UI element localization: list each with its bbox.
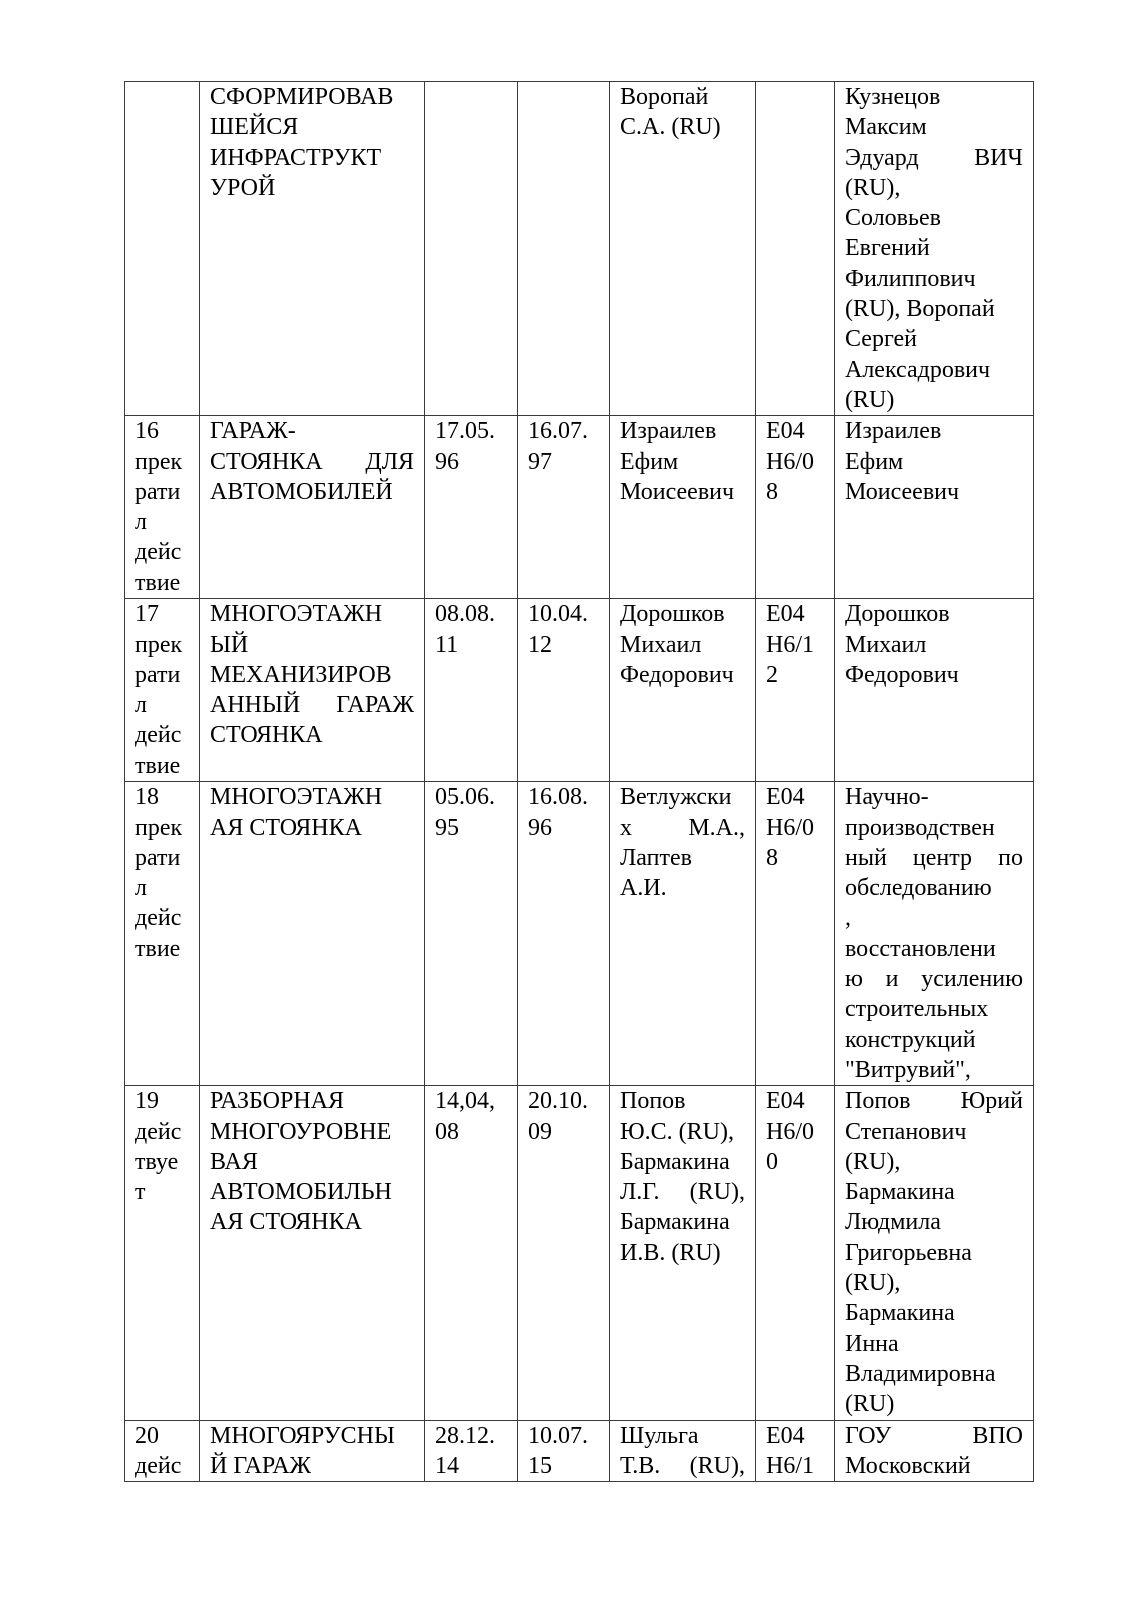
cell-text-line: Ветлужски [620,784,732,811]
table-row [125,82,1034,416]
cell-text-line: Людмила [845,1209,941,1236]
table-row [125,416,1034,599]
cell-text-line: ный центр по [845,844,1023,871]
cell-text-line: "Витрувий", [845,1056,971,1083]
table-row [125,782,1034,1086]
cell-text-line: А.И. [620,875,667,902]
inventors-cell [610,1086,756,1420]
title-cell [200,599,425,782]
cell-text-line: Научно- [845,784,929,811]
cell-text-line: Филиппович [845,265,976,292]
cell-text-line: 96 [435,448,459,475]
cell-text-line: рати [135,844,181,871]
cell-text-line: Кузнецов [845,84,941,110]
cell-text-line: 08 [435,1118,459,1145]
cell-text-line: (RU) [845,386,895,413]
row-number-status-cell [125,416,200,599]
cell-text-line: , [845,905,851,932]
cell-text-line: Московский [845,1452,971,1479]
cell-text-line: АВТОМОБИЛЬН [210,1179,392,1206]
cell-text-line: Бармакина [620,1209,730,1236]
cell-text-line: 16.07. [528,418,588,445]
filing-date-cell [425,782,518,1086]
cell-text-line: л [135,692,147,719]
cell-text-line: МНОГОЭТАЖН [210,601,383,628]
cell-text-line: Израилев [620,418,717,445]
cell-text-line: прек [135,814,183,841]
inventors-cell [610,82,756,416]
cell-text-line: СТОЯНКА [210,722,323,749]
row-number-status-cell [125,1086,200,1420]
cell-text-line: Михаил [845,631,927,658]
cell-text-line: Владимировна [845,1360,996,1387]
cell-text-line: твие [135,569,181,596]
cell-text-line: ГОУ ВПО [845,1422,1023,1449]
cell-text-line: МНОГОУРОВНЕ [210,1118,392,1145]
cell-text-line: Евгений [845,235,930,262]
inventors-cell [610,782,756,1086]
row-number-status-cell [125,1420,200,1482]
cell-text-line: E04 [766,418,805,445]
cell-text-line: 20.10. [528,1088,588,1115]
cell-text-line: МНОГОЭТАЖН [210,784,383,811]
cell-text-line: Инна [845,1330,899,1357]
cell-text-line: твие [135,752,181,779]
filing-date-cell [425,82,518,416]
cell-text-line: конструкций [845,1026,976,1053]
row-number-status-cell [125,782,200,1086]
title-cell [200,416,425,599]
cell-text-line: E04 [766,1422,805,1449]
filing-date-cell [425,1086,518,1420]
table-row [125,1086,1034,1420]
cell-text-line: рати [135,661,181,688]
patent-holders-cell [835,782,1034,1086]
filing-date-cell [425,1420,518,1482]
cell-text-line: л [135,875,147,902]
patent-holders-cell [835,1420,1034,1482]
cell-text-line: ИНФРАСТРУКТ [210,144,382,171]
cell-text-line: строительных [845,996,989,1023]
filing-date-cell [425,599,518,782]
cell-text-line: Бармакина [845,1300,955,1327]
cell-text-line: дейс [135,905,182,932]
cell-text-line: РАЗБОРНАЯ [210,1088,345,1115]
cell-text-line: 2 [766,661,778,688]
cell-text-line: (RU), [845,174,901,201]
cell-text-line: E04 [766,784,805,811]
patents-table [124,81,1034,1482]
title-cell [200,1086,425,1420]
cell-text-line: ЫЙ [210,631,249,658]
cell-text-line: Григорьевна [845,1239,972,1266]
cell-text-line: 11 [435,631,459,658]
cell-text-line: МЕХАНИЗИРОВ [210,661,392,688]
row-number-status-cell [125,599,200,782]
cell-text-line: E04 [766,1088,805,1115]
patent-holders-cell [835,416,1034,599]
cell-text-line: Й ГАРАЖ [210,1452,312,1479]
cell-text-line: Максим [845,114,927,141]
cell-text-line: (RU) [845,1391,895,1418]
cell-text-line: производствен [845,814,995,841]
cell-text-line: 09 [528,1118,552,1145]
cell-text-line: 14 [435,1452,459,1479]
cell-text-line: 05.06. [435,784,495,811]
cell-text-line: Воропай [620,84,709,110]
ipc-class-cell [756,599,835,782]
cell-text-line: АЯ СТОЯНКА [210,814,362,841]
cell-text-line: Дорошков [845,601,950,628]
cell-text-line: прек [135,448,183,475]
cell-text-line: Михаил [620,631,702,658]
cell-text-line: ГАРАЖ- [210,418,296,445]
cell-text-line: H6/0 [766,814,814,841]
cell-text-line: дейс [135,1118,182,1145]
cell-text-line: твие [135,935,181,962]
patent-holders-cell [835,599,1034,782]
inventors-cell [610,599,756,782]
title-cell [200,782,425,1086]
cell-text-line: АЯ СТОЯНКА [210,1209,362,1236]
cell-text-line: Бармакина [620,1148,730,1175]
publication-date-cell [518,416,610,599]
cell-text-line: АННЫЙ ГАРАЖ [210,692,414,719]
publication-date-cell [518,82,610,416]
cell-text-line: И.В. (RU) [620,1239,721,1266]
cell-text-line: H6/1 [766,631,814,658]
cell-text-line: УРОЙ [210,174,276,201]
cell-text-line: 10.04. [528,601,588,628]
cell-text-line: 8 [766,478,778,505]
cell-text-line: 28.12. [435,1422,495,1449]
cell-text-line: дейс [135,539,182,566]
cell-text-line: 14,04, [435,1088,495,1115]
cell-text-line: Л.Г. (RU), [620,1179,745,1206]
cell-text-line: обследованию [845,875,992,902]
inventors-cell [610,416,756,599]
ipc-class-cell [756,1086,835,1420]
cell-text-line: рати [135,478,181,505]
ipc-class-cell [756,416,835,599]
cell-text-line: Ефим [845,448,904,475]
cell-text-line: H6/0 [766,448,814,475]
cell-text-line: 16.08. [528,784,588,811]
cell-text-line: Моисеевич [620,478,735,505]
cell-text-line: H6/1 [766,1452,814,1479]
cell-text-line: Моисеевич [845,478,960,505]
cell-text-line: 08.08. [435,601,495,628]
cell-text-line: 17 [135,601,159,628]
cell-text-line: Федорович [845,661,959,688]
table-row [125,1420,1034,1482]
ipc-class-cell [756,82,835,416]
cell-text-line: 8 [766,844,778,871]
cell-text-line: восстановлени [845,935,996,962]
cell-text-line: твуе [135,1148,179,1175]
cell-text-line: ю и усилению [845,966,1023,993]
cell-text-line: Ю.С. (RU), [620,1118,734,1145]
cell-text-line: H6/0 [766,1118,814,1145]
cell-text-line: Лаптев [620,844,692,871]
cell-text-line: Израилев [845,418,942,445]
cell-text-line: Ефим [620,448,679,475]
filing-date-cell [425,416,518,599]
cell-text-line: дейс [135,722,182,749]
cell-text-line: АВТОМОБИЛЕЙ [210,478,393,505]
cell-text-line: Шульга [620,1422,699,1449]
cell-text-line: СТОЯНКА ДЛЯ [210,448,414,475]
cell-text-line: Эдуард ВИЧ [845,144,1023,171]
cell-text-line: 0 [766,1148,778,1175]
cell-text-line: 10.07. [528,1422,588,1449]
cell-text-line: 12 [528,631,552,658]
cell-text-line: Бармакина [845,1179,955,1206]
cell-text-line: 17.05. [435,418,495,445]
row-number-status-cell [125,82,200,416]
cell-text-line: дейс [135,1452,182,1479]
cell-text-line: 96 [528,814,552,841]
ipc-class-cell [756,1420,835,1482]
patent-holders-cell [835,82,1034,416]
cell-text-line: прек [135,631,183,658]
cell-text-line: С.А. (RU) [620,114,721,141]
cell-text-line: (RU), Воропай [845,296,995,323]
cell-text-line: Т.В. (RU), [620,1452,745,1479]
cell-text-line: Попов [620,1088,686,1115]
table-row [125,599,1034,782]
cell-text-line: Алексадрович [845,356,991,383]
publication-date-cell [518,782,610,1086]
patents-table-body [125,82,1034,1482]
publication-date-cell [518,1086,610,1420]
cell-text-line: 20 [135,1422,159,1449]
cell-text-line: ШЕЙСЯ [210,114,299,141]
ipc-class-cell [756,782,835,1086]
cell-text-line: Федорович [620,661,734,688]
cell-text-line: 16 [135,418,159,445]
cell-text-line: 15 [528,1452,552,1479]
cell-text-line: л [135,509,147,536]
inventors-cell [610,1420,756,1482]
cell-text-line: т [135,1179,146,1206]
cell-text-line: 97 [528,448,552,475]
title-cell [200,82,425,416]
cell-text-line: Степанович [845,1118,967,1145]
cell-text-line: 18 [135,784,159,811]
cell-text-line: (RU), [845,1148,901,1175]
cell-text-line: Попов Юрий [845,1088,1023,1115]
cell-text-line: х М.А., [620,814,745,841]
cell-text-line: МНОГОЯРУСНЫ [210,1422,395,1449]
cell-text-line: Сергей [845,326,917,353]
publication-date-cell [518,1420,610,1482]
cell-text-line: 19 [135,1088,159,1115]
cell-text-line: 95 [435,814,459,841]
cell-text-line: (RU), [845,1270,901,1297]
cell-text-line: ВАЯ [210,1148,258,1175]
cell-text-line: Дорошков [620,601,725,628]
cell-text-line: E04 [766,601,805,628]
title-cell [200,1420,425,1482]
cell-text-line: Соловьев [845,205,941,232]
cell-text-line: СФОРМИРОВАВ [210,84,394,110]
patent-holders-cell [835,1086,1034,1420]
publication-date-cell [518,599,610,782]
